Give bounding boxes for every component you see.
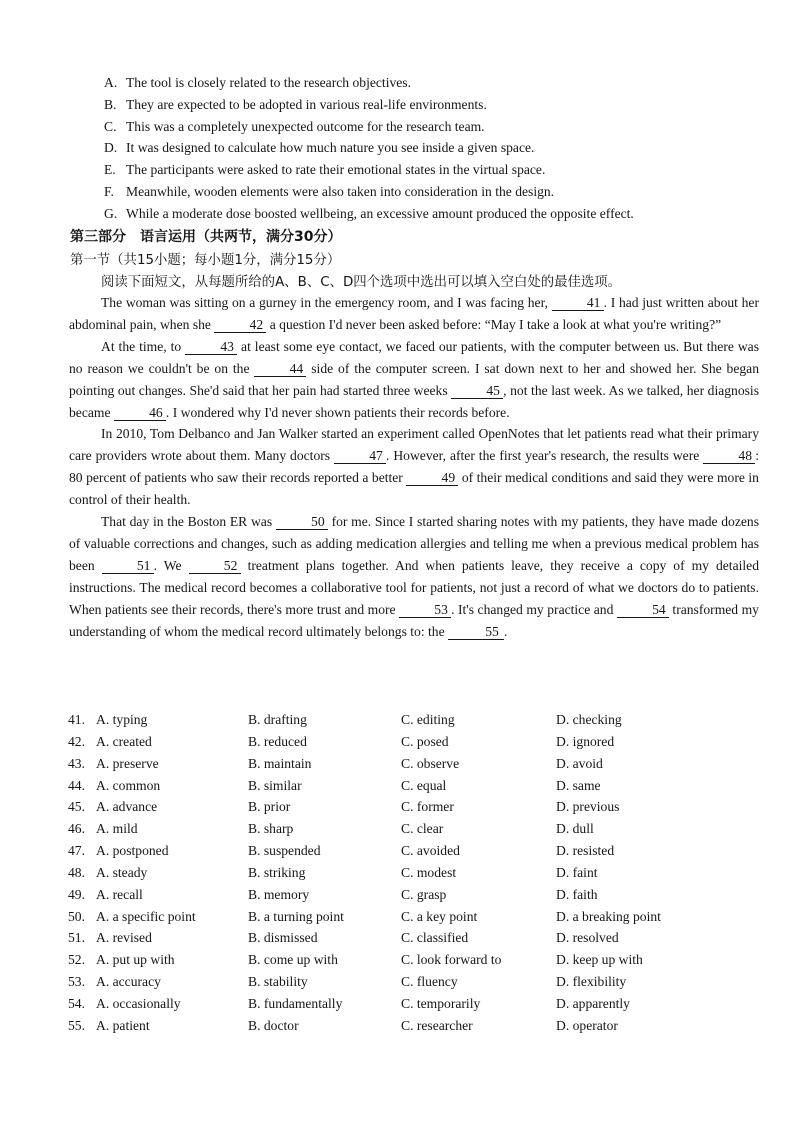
blank-47: 47 [334, 449, 386, 464]
paragraph-4: That day in the Boston ER was 50 for me. Since I started sharing notes with my patients, they have made dozens of valuable corrections and changes, such as adding medication allergies and telling me when a previous medical problem has been 51 . We 52 treatment plans together. And when patients leave, they receive a copy of my detailed instructions. The medical record becomes a collaborative tool for patients, not just a record of what we doctors do to patients. When patients see their records, there's more trust and more 53 . It's changed my practice and 54 transformed my understanding of whom the medical record ultimately belongs to: the 55 . [69, 514, 760, 639]
blank-52: 52 [189, 559, 241, 574]
blank-54: 54 [617, 603, 669, 618]
option-list [104, 72, 764, 225]
option-item: F. Meanwhile, wooden elements were also taken into consideration in the design. [104, 183, 555, 199]
blank-51: 51 [102, 559, 154, 574]
question-row: 47. A. postponed B. suspended C. avoided D. resisted [68, 843, 615, 859]
question-row: 54. A. occasionally B. fundamentally C. temporarily D. apparently [68, 995, 630, 1011]
blank-53: 53 [399, 603, 451, 618]
question-row: 55. A. patient B. doctor C. researcher D. operator [68, 1017, 618, 1033]
question-row: 44. A. common B. similar C. equal D. same [68, 777, 601, 793]
question-row: 42. A. created B. reduced C. posed D. ignored [68, 733, 615, 749]
question-row: 52. A. put up with B. come up with C. look forward to D. keep up with [68, 952, 643, 968]
answer-choices [68, 709, 768, 1037]
blank-55: 55 [448, 625, 504, 640]
blank-50: 50 [276, 515, 328, 530]
option-item: G. While a moderate dose boosted wellbeing, an excessive amount produced the opposite effect. [104, 205, 634, 221]
blank-44: 44 [254, 362, 306, 377]
question-row: 46. A. mild B. sharp C. clear D. dull [68, 821, 594, 837]
blank-43: 43 [185, 340, 237, 355]
option-item: C. This was a completely unexpected outcome for the research team. [104, 118, 485, 134]
blank-45: 45 [451, 384, 503, 399]
question-row: 43. A. preserve B. maintain C. observe D. avoid [68, 755, 603, 771]
question-row: 53. A. accuracy B. stability C. fluency D. flexibility [68, 974, 627, 990]
option-item: A. The tool is closely related to the research objectives. [104, 75, 411, 90]
question-row: 50. A. a specific point B. a turning point C. a key point D. a breaking point [68, 908, 661, 924]
question-row: 51. A. revised B. dismissed C. classified D. resolved [68, 930, 619, 946]
question-row: 41. A. typing B. drafting C. editing D. checking [68, 712, 622, 727]
cloze-passage [69, 292, 759, 643]
option-item: E. The participants were asked to rate their emotional states in the virtual space. [104, 162, 546, 178]
paragraph-3: In 2010, Tom Delbanco and Jan Walker started an experiment called OpenNotes that let patients read what their primary care providers wrote about them. Many doctors 47 . However, after the first year's research, the results were 48 : 80 percent of patients who saw their records reported a better 49 of their medical conditions and said they were more in control of their health. [69, 426, 759, 508]
section-title: 第三部分 语言运用（共两节，满分30分） [70, 229, 342, 245]
question-row: 49. A. recall B. memory C. grasp D. faith [68, 886, 598, 902]
blank-46: 46 [114, 406, 166, 421]
paragraph-1: The woman was sitting on a gurney in the emergency room, and I was facing her, 41 . I had just written about her abdominal pain, when she 42 a question I'd never been asked before: “May I take a look at what you're writing?” [69, 295, 759, 332]
blank-49: 49 [406, 471, 458, 486]
option-item: D. It was designed to calculate how much nature you see inside a given space. [104, 140, 535, 156]
question-row: 45. A. advance B. prior C. former D. previous [68, 799, 620, 815]
subsection-title: 第一节（共15小题；每小题1分，满分15分） [70, 253, 341, 268]
blank-48: 48 [703, 449, 755, 464]
blank-42: 42 [214, 318, 266, 333]
blank-41: 41 [552, 296, 604, 311]
paragraph-2: At the time, to 43 at least some eye contact, we faced our patients, with the computer between us. But there was no reason we couldn't be on the 44 side of the computer screen. I sat down next to her and showed her. She began pointing out changes. She'd said that her pain had started three weeks 45 , not the last week. As we talked, her diagnosis became 46 . I wondered why I'd never shown patients their records before. [69, 338, 760, 420]
instruction: 阅读下面短文，从每题所给的A、B、C、D四个选项中选出可以填入空白处的最佳选项。 [101, 275, 622, 290]
question-row: 48. A. steady B. striking C. modest D. faint [68, 864, 598, 880]
option-item: B. They are expected to be adopted in various real-life environments. [104, 96, 487, 112]
